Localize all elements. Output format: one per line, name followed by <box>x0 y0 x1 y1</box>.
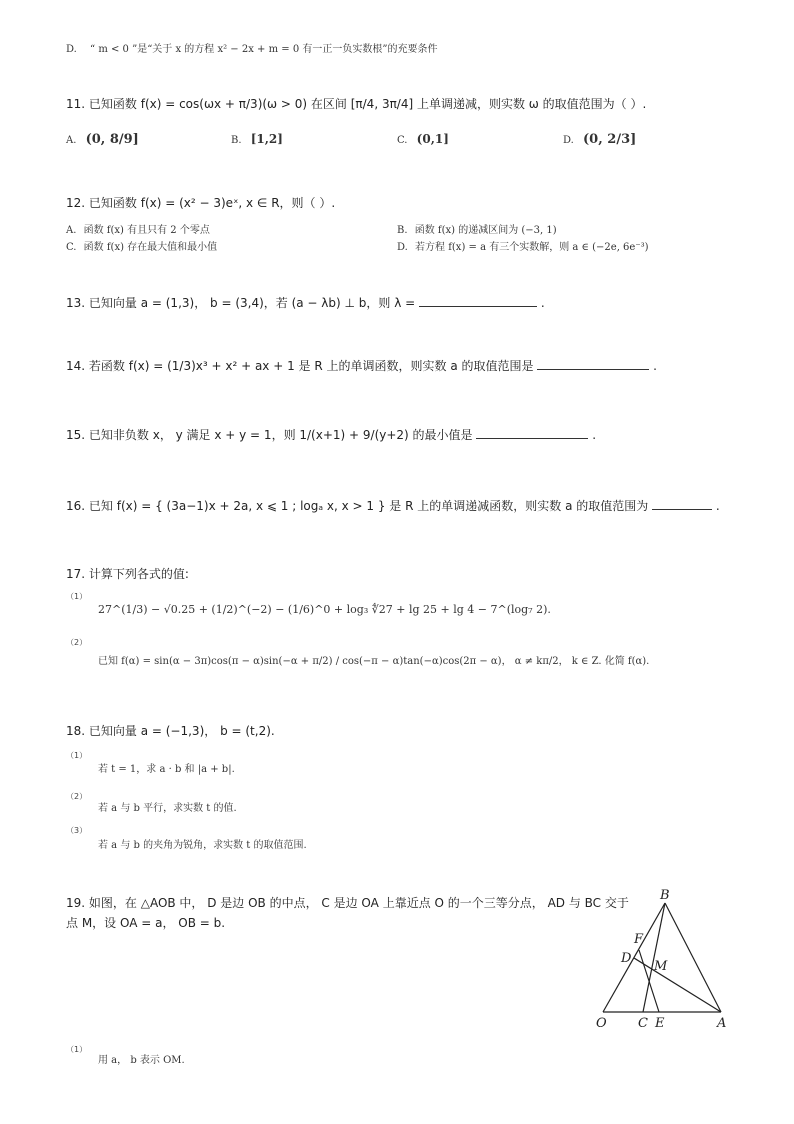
q18-part2-number: （2） <box>66 792 88 801</box>
q12-stem: 12. 已知函数 f(x) = (x² − 3)eˣ, x ∈ R，则（ ）. <box>66 196 336 210</box>
q17-part1: 27^(1/3) − √0.25 + (1/2)^(−2) − (1/6)^0 + log₃ ∜27 + lg 25 + lg 4 − 7^(log₇ 2). <box>98 603 551 616</box>
segment-ob <box>603 903 665 1012</box>
q18-part1-number: （1） <box>66 751 88 760</box>
q12-option-c: C. 函数 f(x) 存在最大值和最小值 <box>66 242 218 253</box>
q18-stem: 18. 已知向量 a = (−1,3)， b = (t,2). <box>66 724 275 738</box>
q16-answer-blank[interactable] <box>652 497 712 510</box>
label-m: M <box>654 959 668 974</box>
q11-option-a: A. (0, 8/9] <box>66 132 139 147</box>
label-e: E <box>655 1016 665 1031</box>
label-a: A <box>717 1016 727 1031</box>
q11-option-c: C. (0,1] <box>397 132 449 146</box>
q10-option-d-label: D. <box>66 44 77 55</box>
q18-part3: 若 a 与 b 的夹角为锐角，求实数 t 的取值范围. <box>98 840 307 851</box>
label-b: B <box>660 888 670 903</box>
q12-option-a: A. 函数 f(x) 有且只有 2 个零点 <box>66 225 210 236</box>
q13-answer-blank[interactable] <box>419 294 537 307</box>
q17-part1-number: （1） <box>66 592 88 601</box>
triangle-figure <box>588 886 738 1031</box>
label-c: C <box>638 1016 648 1031</box>
q15-answer-blank[interactable] <box>476 426 588 439</box>
q15-line: 15. 已知非负数 x， y 满足 x + y = 1，则 1/(x+1) + 9/(y+2) 的最小值是 . <box>66 428 597 442</box>
label-d: D <box>621 951 632 966</box>
label-f: F <box>634 932 644 947</box>
q10-option-d <box>66 40 437 55</box>
q14-line: 14. 若函数 f(x) = (1/3)x³ + x² + ax + 1 是 R 上的单调函数，则实数 a 的取值范围是 . <box>66 359 657 373</box>
q19-part1-number: （1） <box>66 1045 88 1054</box>
q19-stem-line1: 19. 如图，在 △AOB 中， D 是边 OB 的中点， C 是边 OA 上靠近点 O 的一个三等分点， AD 与 BC 交于 <box>66 896 629 910</box>
q18-part2: 若 a 与 b 平行，求实数 t 的值. <box>98 803 237 814</box>
segment-ba <box>665 903 721 1012</box>
q14-stem: 14. 若函数 f(x) = (1/3)x³ + x² + ax + 1 是 R 上的单调函数，则实数 a 的取值范围是 <box>66 359 534 373</box>
q18-part3-number: （3） <box>66 826 88 835</box>
q13-line: 13. 已知向量 a = (1,3)， b = (3,4)，若 (a − λb) ⊥ b，则 λ = . <box>66 296 545 310</box>
q12-option-b: B. 函数 f(x) 的递减区间为 (−3, 1) <box>397 225 557 236</box>
q19-part1: 用 a， b 表示 OM. <box>98 1055 185 1066</box>
label-o: O <box>596 1016 607 1031</box>
q10-option-d-text: “ m < 0 ”是“关于 x 的方程 x² − 2x + m = 0 有一正一负实数根”的充要条件 <box>90 44 438 55</box>
q11-stem: 11. 已知函数 f(x) = cos(ωx + π/3)(ω > 0) 在区间 [π/4, 3π/4] 上单调递减，则实数 ω 的取值范围为（ ）. <box>66 97 647 111</box>
q17-stem: 17. 计算下列各式的值: <box>66 567 189 581</box>
q13-stem: 13. 已知向量 a = (1,3)， b = (3,4)，若 (a − λb) ⊥ b，则 λ = <box>66 296 416 310</box>
q17-part2-number: （2） <box>66 638 88 647</box>
q18-part1: 若 t = 1，求 a · b 和 |a + b|. <box>98 764 235 775</box>
q11-option-b: B. [1,2] <box>231 132 283 146</box>
q16-line: 16. 已知 f(x) = { (3a−1)x + 2a, x ⩽ 1 ; logₐ x, x > 1 } 是 R 上的单调递减函数，则实数 a 的取值范围为 . <box>66 499 720 513</box>
q17-part2: 已知 f(α) = sin(α − 3π)cos(π − α)sin(−α + π/2) / cos(−π − α)tan(−α)cos(2π − α)， α ≠ kπ/2， k ∈ Z. 化简 f(α). <box>98 656 650 667</box>
q14-answer-blank[interactable] <box>537 357 649 370</box>
q11-option-d: D. (0, 2/3] <box>563 132 637 147</box>
q19-stem-line2: 点 M，设 OA = a， OB = b. <box>66 916 226 930</box>
segment-ad <box>634 958 721 1012</box>
q16-stem: 16. 已知 f(x) = { (3a−1)x + 2a, x ⩽ 1 ; logₐ x, x > 1 } 是 R 上的单调递减函数，则实数 a 的取值范围为 <box>66 499 649 513</box>
q15-stem: 15. 已知非负数 x， y 满足 x + y = 1，则 1/(x+1) + 9/(y+2) 的最小值是 <box>66 428 473 442</box>
q12-option-d: D. 若方程 f(x) = a 有三个实数解，则 a ∈ (−2e, 6e⁻³) <box>397 242 649 253</box>
